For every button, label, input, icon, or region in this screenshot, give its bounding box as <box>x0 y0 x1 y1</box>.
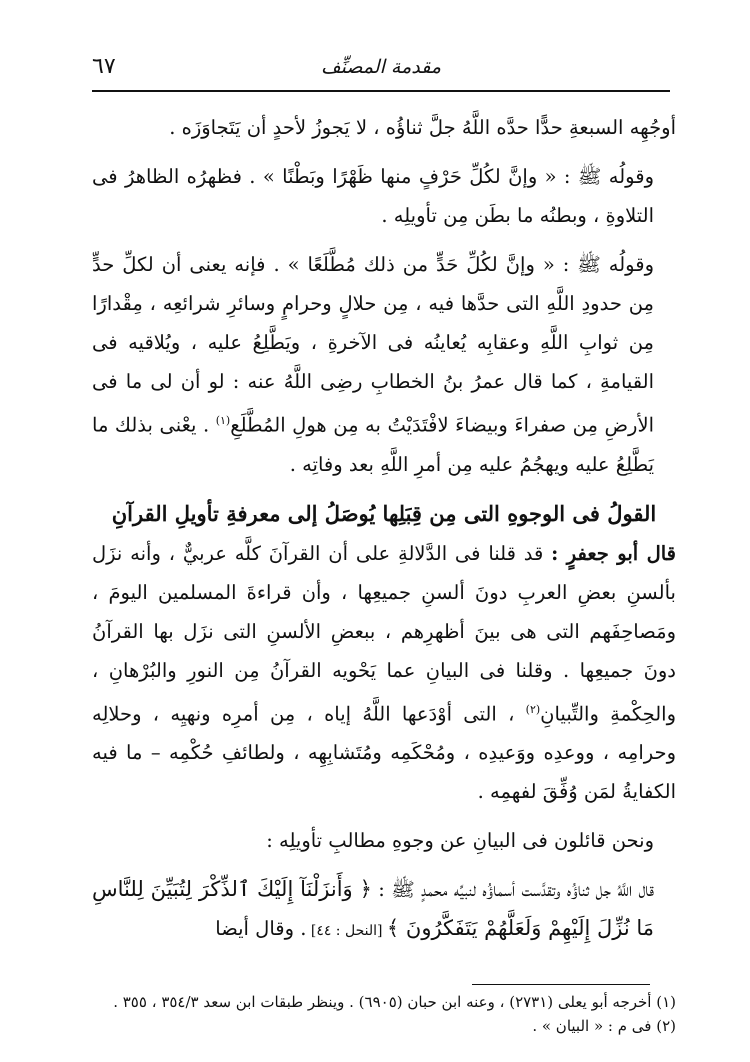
paragraph-6-text: قال اللَّهُ جل ثناؤُه وتقدَّست أسماؤُه لنبيِّه محمدٍ ﷺ : <box>371 878 654 901</box>
paragraph-4 <box>92 534 676 812</box>
paragraph-4-text: قد قلنا فى الدَّلالةِ على أن القرآنَ كلَّه عربيٌّ ، وأنه نزَل بألسنِ بعضِ العربِ دونَ ألسنِ جميعِها ، وأن قراءةَ المسلمين اليومَ ، ومَصاحِفَهم التى هى بينَ أظهرِهم ، ببعضِ الألسنِ التى نزَل بها القرآنُ دونَ جميعِها . وقلنا فى البيانِ عما يَحْويه القرآنُ مِن النورِ والبُرْهانِ ، والحِكْمةِ والتِّبيانِ <box>92 541 677 725</box>
quran-verse: ﴿ وَأَنزَلْنَآ إِلَيْكَ ٱلذِّكْرَ لِتُبَيِّنَ لِلنَّاسِ مَا نُزِّلَ إِلَيْهِمْ وَلَعَلَّهُمْ يَتَفَكَّرُونَ ﴾ <box>92 877 654 940</box>
page-header <box>92 50 670 90</box>
footnote-2: (٢) فى م : « البيان » . <box>532 1017 676 1035</box>
paragraph-2: وقولُه ﷺ : « وإنَّ لكُلِّ حَرْفٍ منها ظَهْرًا وبَطْنًا » . فظهرُه الظاهرُ فى التلاوةِ ، وبطنُه ما بطَن مِن تأويلِه . <box>92 165 654 227</box>
paragraph-3 <box>92 245 676 484</box>
footnote-rule <box>472 984 650 985</box>
paragraph-5: ونحن قائلون فى البيانِ عن وجوهِ مطالبِ تأويلِه : <box>266 829 654 852</box>
footnote-ref-2: (٢) <box>525 702 541 716</box>
verse-reference: [النحل : ٤٤] <box>306 923 387 939</box>
header-rule <box>92 90 670 92</box>
paragraph-6-end: . وقال أيضا <box>215 917 307 940</box>
main-text <box>92 108 676 951</box>
paragraph-1: أوجُهِه السبعةِ حدًّا حدَّه اللَّهُ جلَّ ثناؤُه ، لا يَجوزُ لأحدٍ أن يَتَجاوَزَه . <box>169 116 676 139</box>
footnote-ref-1: (١) <box>215 414 231 427</box>
running-title: مقدمة المصنِّف <box>320 56 442 78</box>
page-number: ٦٧ <box>92 54 116 79</box>
paragraph-3-text: وقولُه ﷺ : « وإنَّ لكُلِّ حَدٍّ من ذلك مُطَّلَعًا » . فإنه يعنى أن لكلِّ حدٍّ مِن حدودِ اللَّهِ التى حدَّها فيه ، مِن حلالٍ وحرامٍ وسائرِ شرائعِه ، مِقْدارًا مِن ثوابِ اللَّهِ وعقابِه يُعاينُه فى الآخرةِ ، ويَطَّلِعُ عليه ، ويُلاقيه فى القيامةِ ، كما قال عمرُ بنُ الخطابِ رضِى اللَّهُ عنه : لو أن لى ما فى الأرضِ مِن صفراءَ وبيضاءَ لافْتَدَيْتُ به مِن هولِ المُطَّلَعِ <box>92 253 654 437</box>
footnotes <box>92 990 676 1038</box>
speaker-label: قال أبو جعفرٍ : <box>551 541 677 565</box>
section-heading: القولُ فى الوجوهِ التى مِن قِبَلِها يُوصَلُ إلى معرفةِ تأويلِ القرآنِ <box>111 500 657 526</box>
paragraph-3-end: . يعْنى بذلك ما يَطَّلِعُ عليه ويهجُمُ عليه مِن أمرِ اللَّهِ بعد وفاتِه . <box>92 413 654 476</box>
paragraph-4-end: ، التى أوْدَعها اللَّهُ إياه ، مِن أمرِه ونهيِه ، وحلالِه وحرامِه ، ووعدِه ووَعيدِه ، ومُحْكَمِه ومُتَشابِهِه ، ولطائفِ حُكْمِه – ما فيه الكفايةُ لمَن وُفِّقَ لفهمِه . <box>92 702 676 803</box>
footnote-1: (١) أخرجه أبو يعلى (٢٧٣١) ، وعنه ابن حبان (٦٩٠٥) . وينظر طبقات ابن سعد ٣٥٤/٣ ، ٣٥٥ . <box>113 993 676 1011</box>
paragraph-6 <box>92 870 676 951</box>
